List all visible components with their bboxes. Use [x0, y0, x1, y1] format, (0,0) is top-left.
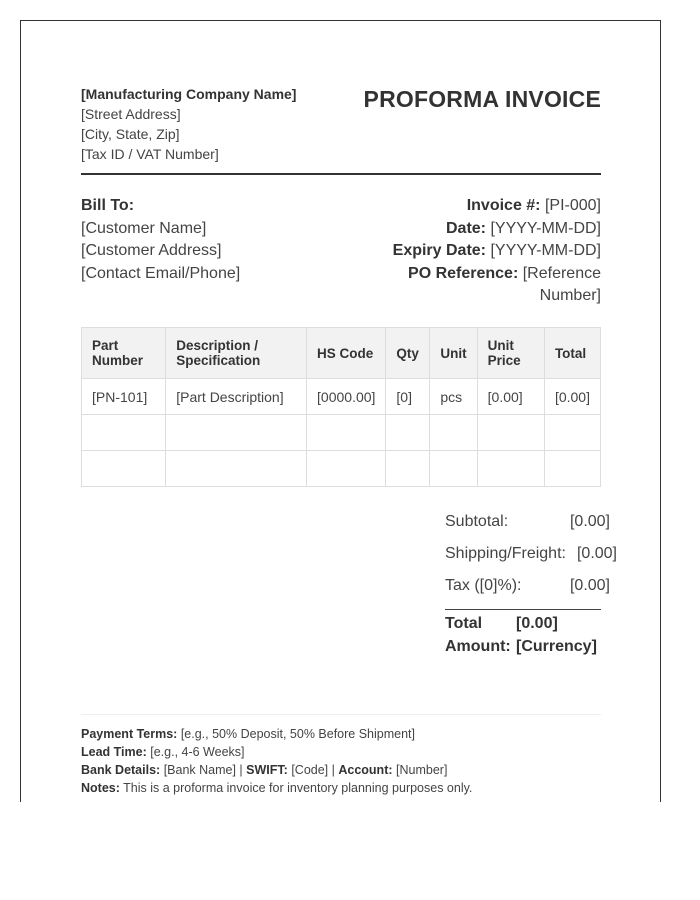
- tax-value: [0.00]: [569, 577, 610, 594]
- totals-block: [445, 509, 617, 655]
- footer-divider: [81, 714, 601, 715]
- bill-to-label: Bill To:: [81, 197, 135, 214]
- header-divider: [81, 173, 601, 175]
- col-header-total: Total: [544, 328, 600, 379]
- notes-value: This is a proforma invoice for inventory planning purposes only.: [123, 781, 473, 795]
- account-label: Account:: [338, 763, 393, 777]
- cell-unit: [430, 415, 477, 451]
- invoice-number-label: Invoice #:: [466, 197, 541, 214]
- cell-qty: [386, 451, 430, 487]
- company-street: [Street Address]: [81, 106, 181, 122]
- subtotal-label: Subtotal:: [445, 513, 509, 530]
- lead-time-line: [81, 743, 601, 761]
- cell-part-number: [82, 415, 166, 451]
- cell-hs-code: [307, 415, 386, 451]
- bank-details-label: Bank Details:: [81, 763, 161, 777]
- bank-name-value: [Bank Name]: [163, 763, 236, 777]
- bank-details-line: Bank Details: [Bank Name] | SWIFT: [Code] | Account: [Number]: [81, 763, 448, 777]
- cell-total: [0.00]: [544, 379, 600, 415]
- line-items-table: [81, 327, 601, 487]
- customer-contact: [Contact Email/Phone]: [81, 264, 241, 282]
- cell-total: [544, 415, 600, 451]
- cell-unit: [430, 451, 477, 487]
- customer-address: [Customer Address]: [81, 242, 222, 259]
- table-row: [82, 379, 601, 415]
- table-header-row: [82, 328, 601, 379]
- total-amount-value: [0.00] [Currency]: [516, 615, 597, 655]
- lead-time-label: Lead Time:: [81, 745, 147, 759]
- shipping-row: [445, 541, 617, 573]
- cell-unit: pcs: [430, 379, 477, 415]
- shipping-label: Shipping/Freight:: [445, 545, 566, 562]
- subtotal-row: [445, 509, 610, 541]
- company-city: [City, State, Zip]: [81, 126, 180, 142]
- expiry-date-label: Expiry Date:: [392, 242, 487, 259]
- swift-value: [Code]: [291, 763, 329, 777]
- date-line: [341, 218, 601, 241]
- cell-unit-price: [477, 415, 544, 451]
- tax-label: Tax ([0]%):: [445, 577, 522, 594]
- cell-hs-code: [0000.00]: [307, 379, 386, 415]
- document-title: PROFORMA INVOICE: [363, 86, 601, 112]
- col-header-unit: Unit: [430, 328, 477, 379]
- cell-description: [166, 415, 307, 451]
- lead-time-value: [e.g., 4-6 Weeks]: [150, 745, 245, 759]
- cell-unit-price: [477, 451, 544, 487]
- date-label: Date:: [446, 219, 487, 237]
- footer-block: [81, 725, 601, 797]
- po-reference-label: PO Reference:: [408, 264, 519, 282]
- col-header-part-number: Part Number: [82, 328, 166, 379]
- table-row: [82, 415, 601, 451]
- expiry-date-line: [341, 240, 601, 263]
- customer-name: [Customer Name]: [81, 219, 207, 237]
- invoice-number-value: [PI-000]: [544, 197, 601, 214]
- cell-part-number: [PN-101]: [82, 379, 166, 415]
- invoice-page: [20, 20, 661, 802]
- payment-terms-line: [81, 725, 601, 743]
- po-reference-value-cont: Number]: [539, 287, 601, 304]
- po-reference-line-2: [341, 285, 601, 308]
- cell-hs-code: [307, 451, 386, 487]
- company-block: [81, 84, 361, 164]
- company-name: [Manufacturing Company Name]: [81, 86, 297, 102]
- table-row: [82, 451, 601, 487]
- invoice-meta-block: [341, 195, 601, 308]
- swift-label: SWIFT:: [246, 763, 288, 777]
- cell-total: [544, 451, 600, 487]
- shipping-value: [0.00]: [576, 545, 617, 562]
- bill-to-block: [81, 195, 321, 285]
- cell-qty: [0]: [386, 379, 430, 415]
- col-header-hs-code: HS Code: [307, 328, 386, 379]
- cell-qty: [386, 415, 430, 451]
- invoice-number-line: [341, 195, 601, 218]
- po-reference-value: [Reference: [522, 264, 601, 282]
- po-reference-line: [341, 263, 601, 286]
- cell-description: [166, 451, 307, 487]
- payment-terms-label: Payment Terms:: [81, 727, 178, 741]
- cell-unit-price: [0.00]: [477, 379, 544, 415]
- col-header-unit-price: Unit Price: [477, 328, 544, 379]
- cell-part-number: [82, 451, 166, 487]
- account-value: [Number]: [396, 763, 448, 777]
- date-value: [YYYY-MM-DD]: [490, 219, 601, 237]
- total-amount-label: Total Amount:: [445, 615, 511, 655]
- subtotal-value: [0.00]: [569, 513, 610, 530]
- company-tax-id: [Tax ID / VAT Number]: [81, 146, 219, 162]
- notes-label: Notes:: [81, 781, 120, 795]
- col-header-qty: Qty: [386, 328, 430, 379]
- totals-divider: [445, 609, 601, 610]
- tax-row: [445, 573, 610, 605]
- expiry-date-value: [YYYY-MM-DD]: [490, 242, 601, 259]
- notes-line: [81, 779, 601, 797]
- cell-description: [Part Description]: [166, 379, 307, 415]
- payment-terms-value: [e.g., 50% Deposit, 50% Before Shipment]: [180, 727, 415, 741]
- col-header-description: Description / Specification: [166, 328, 307, 379]
